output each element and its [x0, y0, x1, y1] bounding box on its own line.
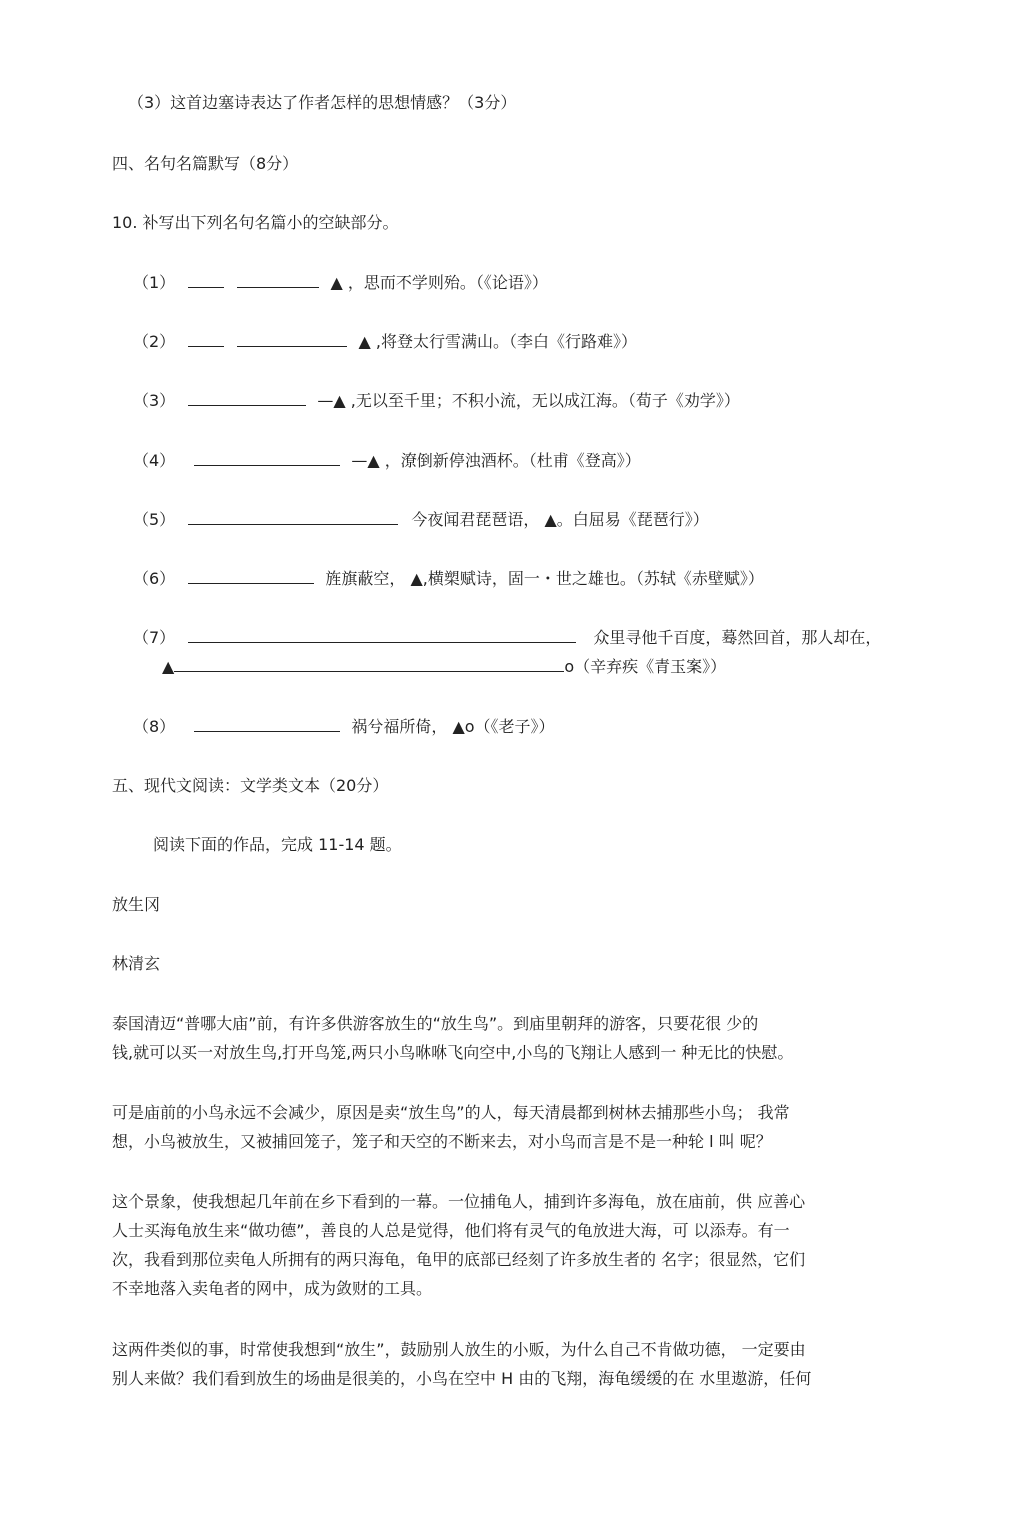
- blank-item-8: [133, 716, 555, 738]
- paragraph-line: 人士买海龟放生来“做功德”，善良的人总是觉得，他们将有灵气的龟放进大海，可 以添寿。有一: [112, 1221, 790, 1240]
- answer-blank: [237, 273, 319, 288]
- paragraph-line: 这两件类似的事，时常使我想到“放生”，鼓励别人放生的小贩，为什么自己不肯做功德， 一定要由: [112, 1340, 806, 1359]
- blank-text: 今夜闻君琵琶语， ▲。白屈易《琵琶行》）: [411, 510, 709, 529]
- question-9-3: （3）这首边塞诗表达了作者怎样的思想情感？（3分）: [128, 93, 517, 112]
- blank-item-1: [133, 272, 548, 294]
- blank-text: 祸兮福所倚， ▲o（《老子》）: [351, 717, 555, 736]
- article-title: 放生冈: [112, 895, 161, 914]
- blank-number: （7）: [133, 628, 176, 647]
- blank-item-7: [133, 627, 881, 649]
- answer-blank: [188, 273, 224, 288]
- blank-text: —▲ ，潦倒新停浊酒杯。（杜甫《登高》）: [351, 451, 641, 470]
- blank-item-7-cont: [162, 656, 726, 678]
- blank-text: o（辛弃疾《青玉案》）: [564, 657, 727, 676]
- answer-blank: [194, 717, 340, 732]
- blank-text: ▲ ，思而不学则殆。（《论语》）: [330, 273, 548, 292]
- blank-item-2: [133, 331, 637, 353]
- blank-number: （1）: [133, 273, 176, 292]
- answer-blank: [174, 657, 564, 672]
- blank-number: （6）: [133, 569, 176, 588]
- paragraph-line: 别人来做？我们看到放生的场曲是很美的，小鸟在空中 H 由的飞翔，海龟缓缓的在 水里遨游，任何: [112, 1369, 812, 1388]
- blank-text: ▲ ,将登太行雪满山。（李白《行路难》）: [358, 332, 637, 351]
- article-paragraph-4: [112, 1335, 912, 1393]
- blank-item-3: [133, 390, 740, 412]
- article-paragraph-2: [112, 1098, 912, 1156]
- paragraph-line: 这个景象，使我想起几年前在乡下看到的一幕。一位捕龟人，捕到许多海龟，放在庙前，供 应善心: [112, 1192, 806, 1211]
- article-paragraph-1: [112, 1009, 912, 1067]
- answer-blank: [237, 332, 347, 347]
- paragraph-line: 泰国清迈“普哪大庙”前，有许多供游客放生的“放生鸟”。到庙里朝拜的游客，只要花很 少的: [112, 1014, 759, 1033]
- paragraph-line: 钱,就可以买一对放生鸟,打开鸟笼,两只小鸟咻咻飞向空中,小鸟的飞翔让人感到一 种无比的快慰。: [112, 1043, 794, 1062]
- blank-number: （8）: [133, 717, 176, 736]
- blank-item-4: [133, 450, 641, 472]
- blank-number: （2）: [133, 332, 176, 351]
- paragraph-line: 不幸地落入卖龟者的网中，成为敛财的工具。: [112, 1279, 433, 1298]
- article-paragraph-3: [112, 1187, 912, 1303]
- answer-blank: [188, 332, 224, 347]
- answer-blank: [188, 628, 576, 643]
- blank-text: 旌旗蔽空， ▲,横槊赋诗，固一・世之雄也。（苏轼《赤壁赋》）: [325, 569, 764, 588]
- question-10-title: 10. 补写出下列名句名篇小的空缺部分。: [112, 213, 399, 232]
- answer-blank: [188, 391, 306, 406]
- answer-blank: [188, 510, 398, 525]
- answer-blank: [194, 451, 340, 466]
- blank-text: —▲ ,无以至千里；不积小流，无以成江海。（荀子《劝学》）: [317, 391, 740, 410]
- reading-instruction: 阅读下面的作品，完成 11-14 题。: [153, 835, 402, 854]
- article-author: 林清玄: [112, 954, 161, 973]
- section-4-title: 四、名句名篇默写（8分）: [112, 154, 299, 173]
- answer-blank: [188, 569, 314, 584]
- blank-item-5: [133, 509, 709, 531]
- blank-text: 众里寻他千百度，蓦然回首，那人却在，: [593, 628, 882, 647]
- blank-number: （3）: [133, 391, 176, 410]
- section-5-title: 五、现代文阅读：文学类文本（20分）: [112, 776, 389, 795]
- blank-number: （5）: [133, 510, 176, 529]
- paragraph-line: 次，我看到那位卖龟人所拥有的两只海龟，龟甲的底部已经刻了许多放生者的 名字；很显然，它们: [112, 1250, 806, 1269]
- blank-item-6: [133, 568, 764, 590]
- paragraph-line: 可是庙前的小鸟永远不会减少，原因是卖“放生鸟”的人，每天清晨都到树林去捕那些小鸟； 我常: [112, 1103, 790, 1122]
- paragraph-line: 想，小鸟被放生，又被捕回笼子，笼子和天空的不断来去，对小鸟而言是不是一种轮 l 叫 呢？: [112, 1132, 772, 1151]
- answer-marker: ▲: [162, 657, 175, 676]
- blank-number: （4）: [133, 451, 176, 470]
